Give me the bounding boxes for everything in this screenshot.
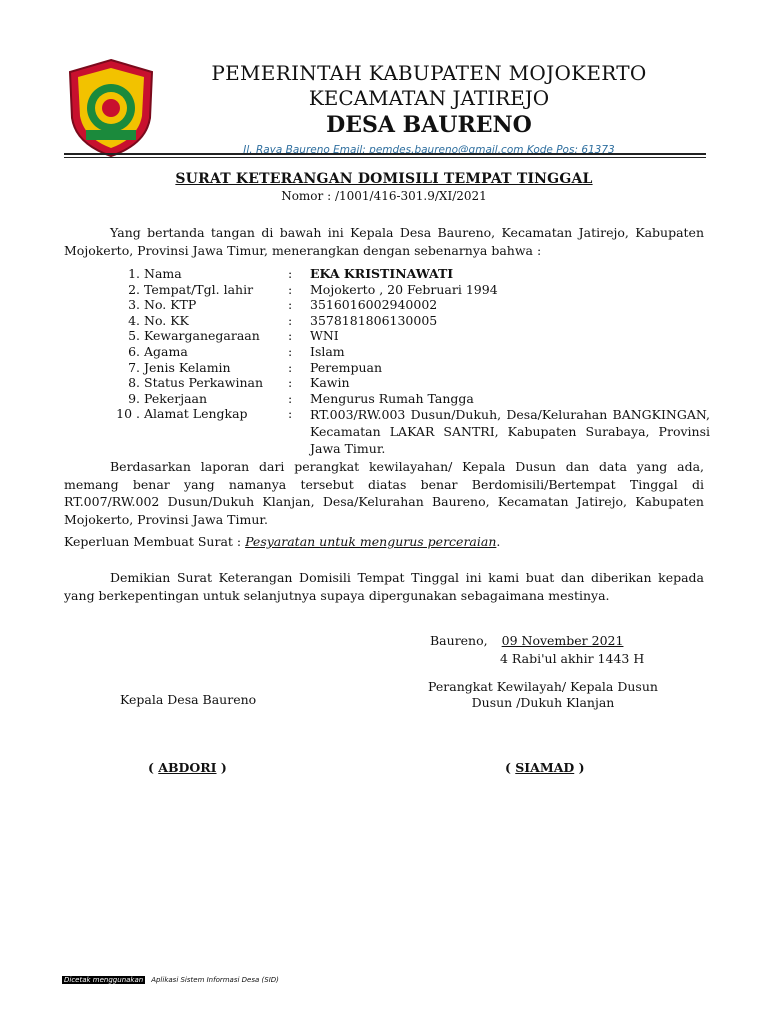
paren-open: (	[148, 760, 159, 775]
identity-row	[100, 375, 710, 391]
row-number: 2.	[128, 281, 140, 297]
row-colon: :	[288, 359, 293, 375]
identity-row	[100, 328, 710, 344]
intro-paragraph: Yang bertanda tangan di bawah ini Kepala Desa Baureno, Kecamatan Jatirejo, Kabupaten Mojokerto, Provinsi Jawa Timur, menerangkan dengan sebenarnya bahwa :	[64, 225, 704, 258]
row-value: Mojokerto , 20 Februari 1994	[310, 281, 498, 297]
row-value: Islam	[310, 343, 345, 359]
identity-row	[100, 313, 710, 329]
row-value: EKA KRISTINAWATI	[310, 266, 454, 281]
purpose-line	[64, 534, 500, 549]
body-paragraph: Berdasarkan laporan dari perangkat kewilayahan/ Kepala Dusun dan data yang ada, memang benar yang namanya tersebut diatas benar Berdomisili/Bertempat Tinggal di RT.007/RW.002 Dusun/Dukuh Klanjan, Desa/Kelurahan Baureno, Kecamatan Jatirejo, Kabupaten Mojokerto, Provinsi Jawa Timur.	[64, 459, 704, 527]
row-colon: :	[288, 281, 293, 297]
hamlet-head-title	[400, 679, 686, 711]
row-label: Status Perkawinan	[144, 375, 264, 391]
identity-row	[100, 360, 710, 376]
row-colon: :	[288, 312, 293, 328]
row-label: No. KK	[144, 312, 189, 328]
hamlet-head-title-line2: Dusun /Dukuh Klanjan	[471, 695, 615, 710]
row-value: 3578181806130005	[310, 312, 438, 328]
print-footer	[62, 976, 279, 984]
row-label: Nama	[144, 266, 182, 281]
purpose-value: Pesyaratan untuk mengurus perceraian	[245, 534, 497, 549]
row-label: No. KTP	[144, 297, 197, 313]
row-value: Perempuan	[310, 359, 383, 375]
signature-hijri-date: 4 Rabi'ul akhir 1443 H	[500, 651, 645, 666]
row-colon: :	[288, 297, 293, 313]
letterhead-address: Jl. Raya Baureno Email: pemdes.baureno@gmail.com Kode Pos: 61373	[243, 144, 615, 156]
row-colon: :	[288, 390, 293, 406]
identity-row	[100, 391, 710, 407]
letter-number: Nomor : /1001/416-301.9/XI/2021	[281, 189, 487, 203]
footer-text: Aplikasi Sistem Informasi Desa (SID)	[151, 976, 279, 984]
village-head-title: Kepala Desa Baureno	[120, 692, 257, 707]
village-head-name-text: ABDORI	[158, 760, 217, 775]
row-number: 1.	[128, 266, 140, 281]
identity-row	[100, 282, 710, 298]
row-value: 3516016002940002	[310, 297, 438, 313]
paren-open: (	[505, 760, 516, 775]
hamlet-head-name	[505, 760, 585, 775]
row-label: Jenis Kelamin	[144, 359, 231, 375]
row-number: 5.	[128, 328, 140, 344]
row-colon: :	[288, 328, 293, 344]
paren-close: )	[574, 760, 585, 775]
letterhead-government: PEMERINTAH KABUPATEN MOJOKERTO	[211, 61, 647, 85]
letter-title: SURAT KETERANGAN DOMISILI TEMPAT TINGGAL	[175, 171, 593, 187]
row-label: Alamat Lengkap	[144, 406, 248, 422]
identity-row	[100, 266, 710, 282]
identity-list	[100, 266, 710, 457]
letterhead-village: DESA BAURENO	[326, 112, 532, 138]
row-colon: :	[288, 266, 293, 281]
row-number: 7.	[128, 359, 140, 375]
row-value: WNI	[310, 328, 339, 344]
closing-paragraph: Demikian Surat Keterangan Domisili Tempat Tinggal ini kami buat dan diberikan kepada yang berkepentingan untuk selanjutnya supaya dipergunakan sebagaimana mestinya.	[64, 570, 704, 603]
row-number: 3.	[128, 297, 140, 313]
identity-row	[100, 344, 710, 360]
row-colon: :	[288, 375, 293, 391]
row-number: 6.	[128, 343, 140, 359]
row-value: Mengurus Rumah Tangga	[310, 390, 474, 406]
row-colon: :	[288, 406, 293, 422]
identity-row	[100, 406, 710, 457]
letterhead-rule-thick	[64, 153, 706, 155]
village-head-name	[148, 760, 227, 775]
paren-close: )	[216, 760, 227, 775]
identity-row	[100, 297, 710, 313]
signature-place: Baureno,	[430, 633, 488, 648]
hamlet-head-name-text: SIAMAD	[515, 760, 575, 775]
signature-place-date	[430, 633, 623, 648]
row-label: Agama	[144, 343, 188, 359]
row-label: Kewarganegaraan	[144, 328, 260, 344]
row-value: Kawin	[310, 375, 350, 391]
letterhead-rule-thin	[64, 157, 706, 158]
hamlet-head-title-line1: Perangkat Kewilayah/ Kepala Dusun	[428, 679, 658, 694]
row-number: 4.	[128, 312, 140, 328]
row-colon: :	[288, 343, 293, 359]
row-label: Tempat/Tgl. lahir	[144, 281, 254, 297]
purpose-end: .	[496, 534, 501, 549]
letterhead	[150, 60, 708, 156]
row-number: 8.	[128, 375, 140, 391]
row-number: 9.	[128, 390, 140, 406]
row-label: Pekerjaan	[144, 390, 208, 406]
purpose-label: Keperluan Membuat Surat :	[64, 534, 246, 549]
signature-date: 09 November 2021	[501, 633, 624, 648]
mojokerto-emblem-logo	[66, 58, 156, 158]
row-number: 10 .	[116, 406, 140, 422]
row-value-address: RT.003/RW.003 Dusun/Dukuh, Desa/Kelurahan BANGKINGAN, Kecamatan LAKAR SANTRI, Kabupaten Surabaya, Provinsi Jawa Timur.	[310, 407, 710, 457]
footer-tag: Dicetak menggunakan	[64, 976, 144, 984]
letterhead-district: KECAMATAN JATIREJO	[308, 86, 550, 110]
